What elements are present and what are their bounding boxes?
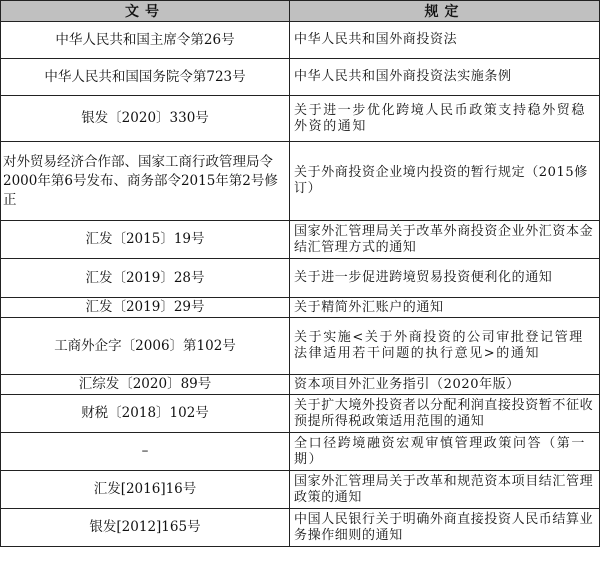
regulation-cell: 关于精简外汇账户的通知: [290, 298, 600, 318]
table-row: [1, 471, 600, 509]
table-row: [1, 96, 600, 142]
document-number-cell: 银发[2012]165号: [1, 509, 290, 547]
regulation-cell: 关于进一步促进跨境贸易投资便利化的通知: [290, 259, 600, 298]
table-row: [1, 395, 600, 433]
regulation-cell: 中华人民共和国外商投资法实施条例: [290, 59, 600, 96]
table-row: [1, 375, 600, 395]
table-row: [1, 59, 600, 96]
document-number-cell: 汇综发〔2020〕89号: [1, 375, 290, 395]
column-header-document-no: 文号: [1, 1, 290, 22]
table-row: [1, 142, 600, 221]
regulation-cell: 关于外商投资企业境内投资的暂行规定（2015修订）: [290, 142, 600, 221]
document-number-cell: 中华人民共和国主席令第26号: [1, 22, 290, 59]
table-row: [1, 22, 600, 59]
document-number-cell: 财税〔2018〕102号: [1, 395, 290, 433]
regulation-cell: 国家外汇管理局关于改革外商投资企业外汇资本金结汇管理方式的通知: [290, 221, 600, 259]
document-number-cell: 中华人民共和国国务院令第723号: [1, 59, 290, 96]
regulation-cell: 全口径跨境融资宏观审慎管理政策问答（第一期）: [290, 433, 600, 471]
document-number-cell: 银发〔2020〕330号: [1, 96, 290, 142]
table-header-row: [1, 1, 600, 22]
table-row: [1, 221, 600, 259]
document-number-cell: 汇发〔2019〕28号: [1, 259, 290, 298]
document-number-cell: –: [1, 433, 290, 471]
regulation-cell: 中国人民银行关于明确外商直接投资人民币结算业务操作细则的通知: [290, 509, 600, 547]
table-row: [1, 509, 600, 547]
regulation-cell: 中华人民共和国外商投资法: [290, 22, 600, 59]
column-header-regulation: 规定: [290, 1, 600, 22]
regulation-cell: 国家外汇管理局关于改革和规范资本项目结汇管理政策的通知: [290, 471, 600, 509]
table-row: [1, 298, 600, 318]
document-number-cell: 工商外企字〔2006〕第102号: [1, 318, 290, 375]
regulation-cell: 关于实施<关于外商投资的公司审批登记管理法律适用若干问题的执行意见>的通知: [290, 318, 600, 375]
regulation-cell: 关于进一步优化跨境人民币政策支持稳外贸稳外资的通知: [290, 96, 600, 142]
document-number-cell: 汇发〔2019〕29号: [1, 298, 290, 318]
document-number-cell: 汇发〔2015〕19号: [1, 221, 290, 259]
table-row: [1, 318, 600, 375]
table-row: [1, 259, 600, 298]
table-row: [1, 433, 600, 471]
regulation-cell: 资本项目外汇业务指引（2020年版）: [290, 375, 600, 395]
document-number-cell: 对外贸易经济合作部、国家工商行政管理局令2000年第6号发布、商务部令2015年第2号修正: [1, 142, 290, 221]
document-number-cell: 汇发[2016]16号: [1, 471, 290, 509]
regulation-cell: 关于扩大境外投资者以分配利润直接投资暂不征收预提所得税政策适用范围的通知: [290, 395, 600, 433]
